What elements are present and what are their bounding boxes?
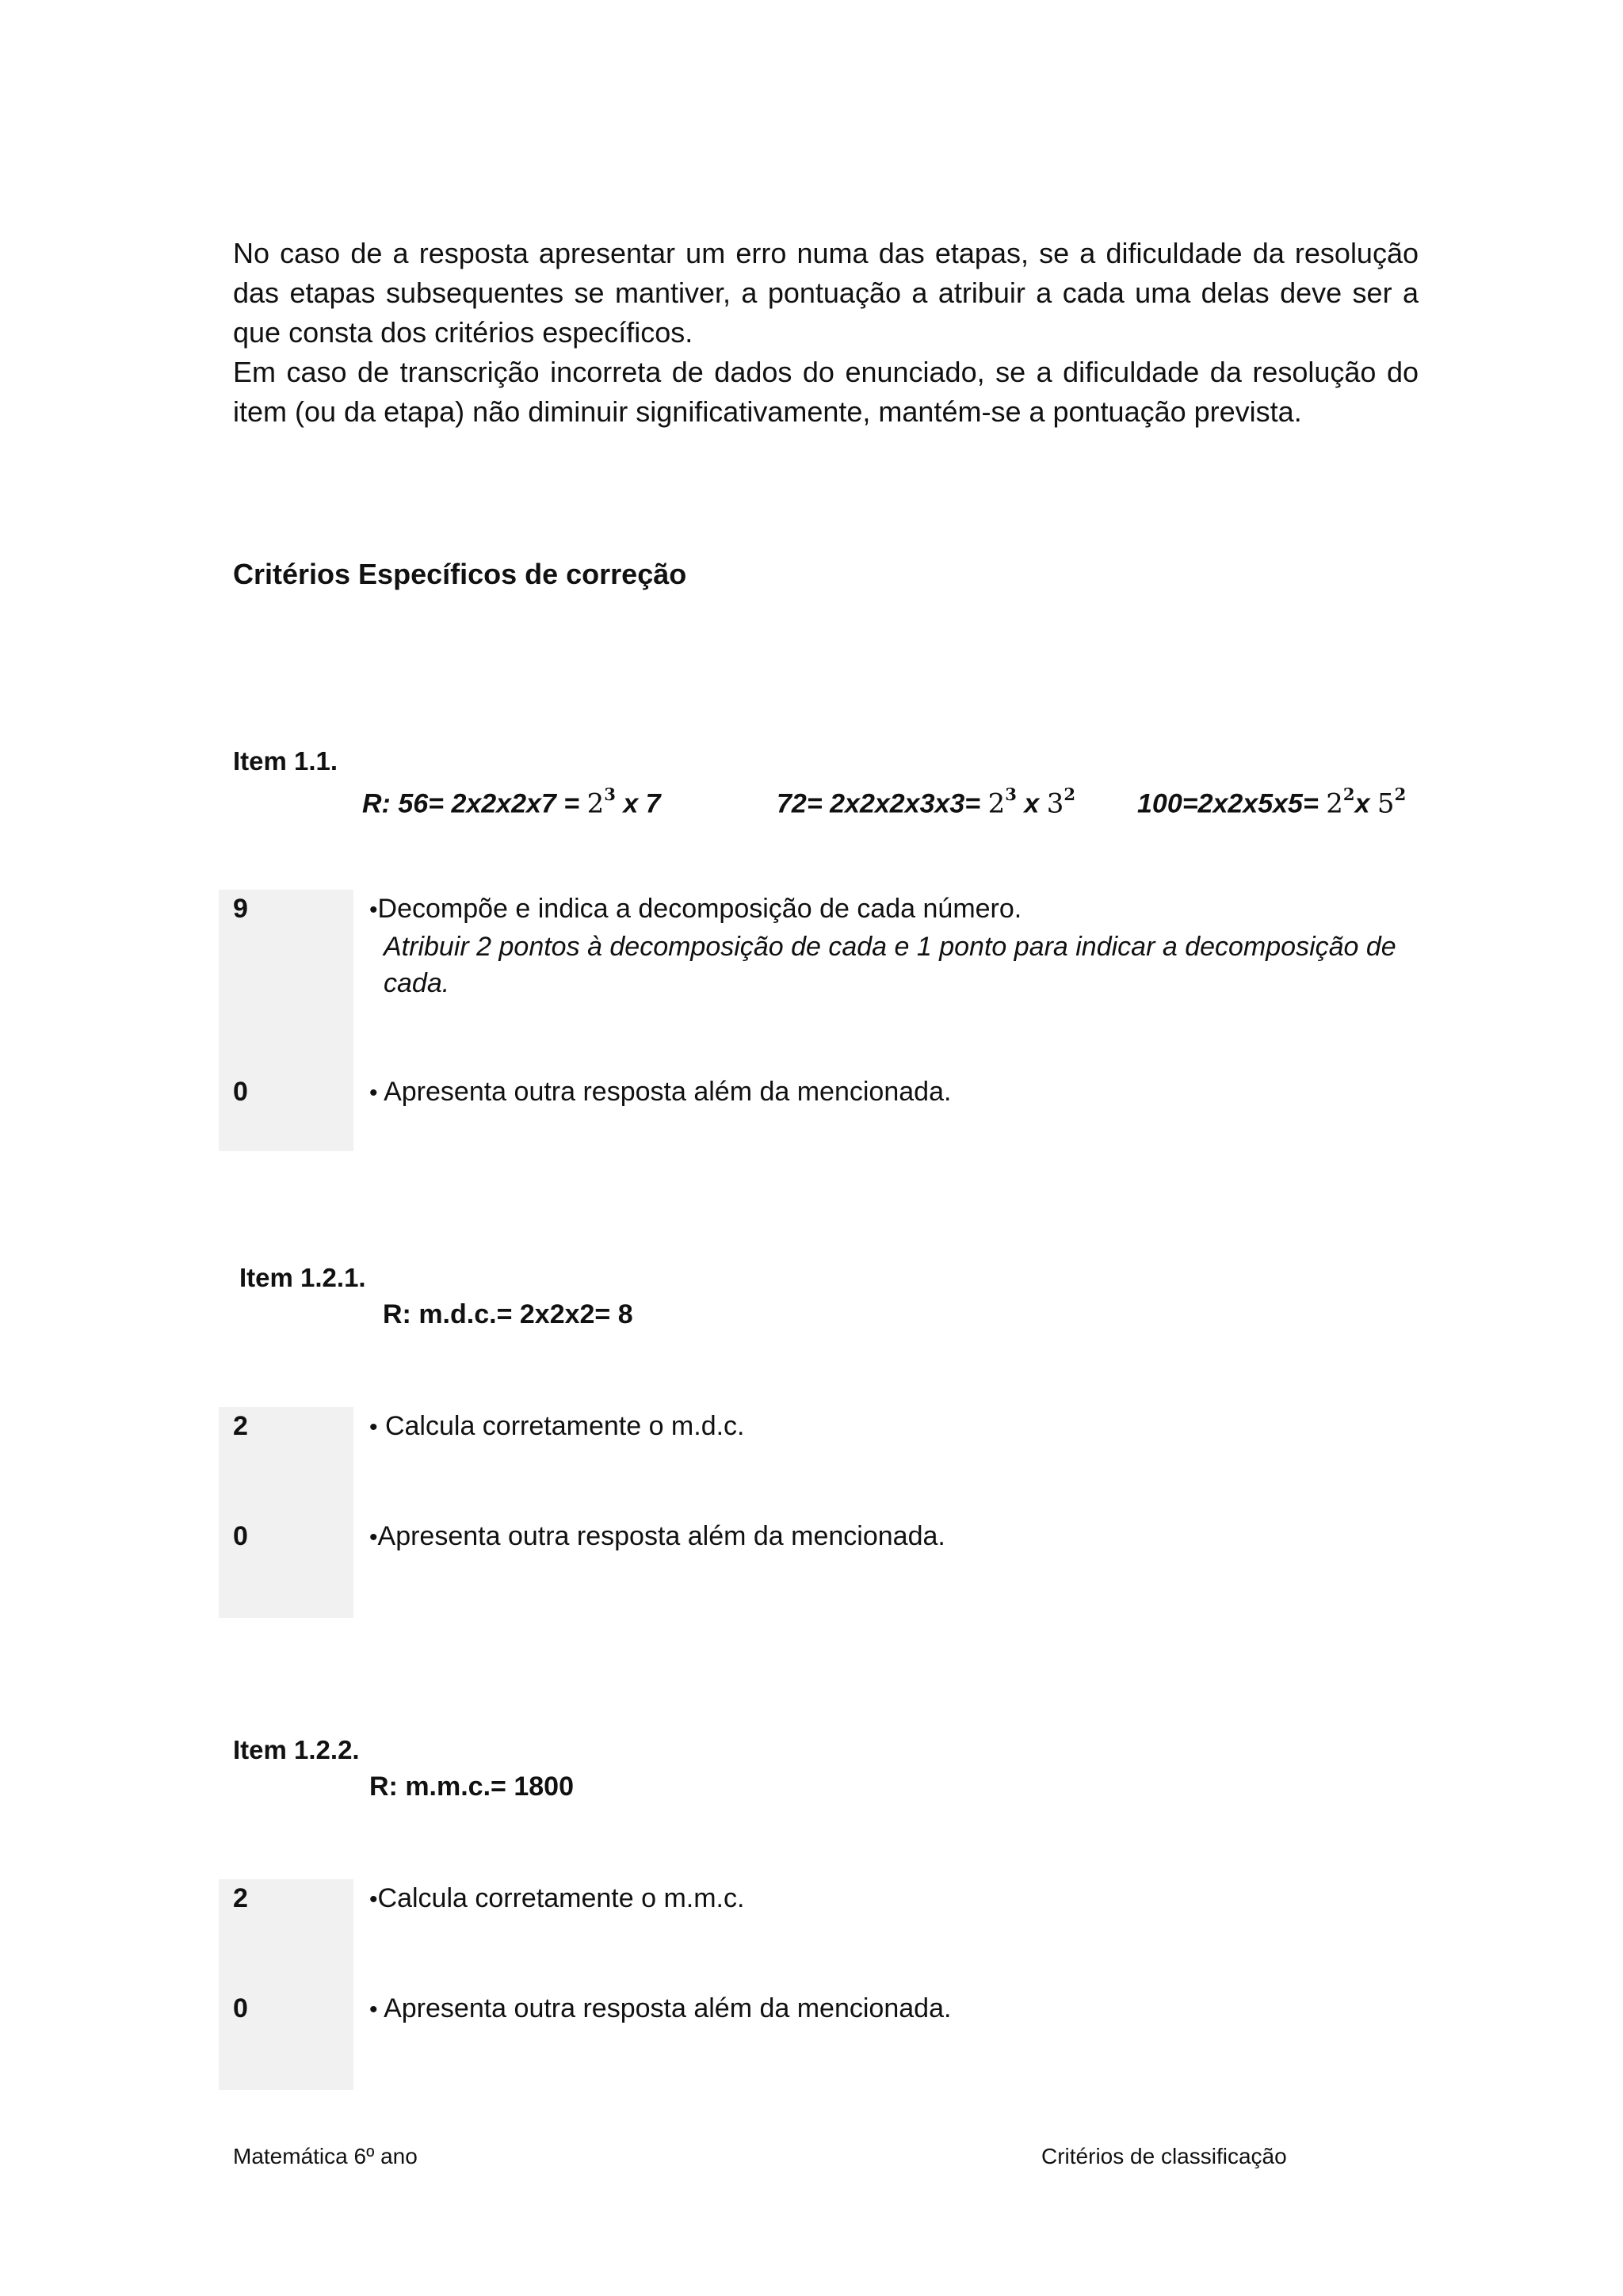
footer-left: Matemática 6º ano (233, 2144, 418, 2168)
score-value: 0 (233, 1077, 248, 1107)
bullet-icon: • (369, 897, 378, 923)
score-value: 2 (233, 1883, 248, 1913)
criterion-text: Apresenta outra resposta além da mencionada. (377, 1521, 945, 1551)
criterion (369, 1408, 1415, 1446)
answer-100 (1137, 779, 1406, 822)
criterion-text: Decompõe e indica a decomposição de cada número. (377, 894, 1022, 924)
criterion (369, 1990, 1415, 2028)
item-title: Item 1.2.1. (239, 1263, 366, 1292)
criterion-note: Atribuir 2 pontos à decomposição de cada e 1 ponto para indicar a decomposição de cada. (384, 932, 1396, 998)
criterion (369, 891, 1415, 1001)
score-value: 2 (233, 1411, 248, 1441)
power-exponent: 3 (1005, 784, 1017, 804)
intro-paragraph-1: No caso de a resposta apresentar um erro numa das etapas, se a dificuldade da resolução das etapas subsequentes se mantiver, a pontuação a atribuir a cada uma delas deve ser a que consta dos critérios específicos. (233, 237, 1419, 349)
answer-text: x (1354, 788, 1377, 819)
criterion-text: Calcula corretamente o m.d.c. (384, 1411, 745, 1441)
criterion-text: Calcula corretamente o m.m.c. (377, 1883, 745, 1913)
power-exponent: 3 (604, 784, 616, 804)
power-base: 5 (1377, 788, 1395, 820)
bullet-icon: • (369, 1997, 378, 2023)
criterion-text: Apresenta outra resposta além da mencionada. (384, 1993, 952, 2023)
score-value: 0 (233, 1993, 248, 2023)
answer-text: R: 56= 2x2x2x7 = (362, 788, 587, 819)
score-column (219, 890, 353, 1151)
answer-mdc: R: m.d.c.= 2x2x2= 8 (383, 1299, 633, 1329)
item-title: Item 1.1. (233, 746, 338, 776)
criterion (369, 1074, 1415, 1112)
answer-text: x (1016, 788, 1047, 819)
answer-text: 100=2x2x5x5= (1137, 788, 1327, 819)
criterion (369, 1880, 1415, 1918)
score-value: 0 (233, 1521, 248, 1551)
footer-right: Critérios de classificação (1041, 2144, 1287, 2168)
intro-text (233, 234, 1419, 432)
intro-paragraph-2: Em caso de transcrição incorreta de dados do enunciado, se a dificuldade da resolução do item (ou da etapa) não diminuir significativamente, mantém-se a pontuação prevista. (233, 356, 1419, 428)
power-exponent: 2 (1064, 784, 1076, 804)
bullet-icon: • (369, 1414, 378, 1440)
answer-text: x 7 (615, 788, 661, 819)
criterion (369, 1518, 1415, 1556)
bullet-icon: • (369, 1524, 378, 1550)
power-base: 2 (586, 788, 605, 820)
bullet-icon: • (369, 1080, 378, 1106)
bullet-icon: • (369, 1886, 378, 1913)
answer-mmc: R: m.m.c.= 1800 (369, 1772, 574, 1802)
score-value: 9 (233, 894, 248, 924)
answer-text: 72= 2x2x2x3x3= (777, 788, 988, 819)
answer-56 (362, 779, 661, 822)
criterion-text: Apresenta outra resposta além da mencionada. (384, 1077, 952, 1107)
answer-72 (777, 779, 1075, 822)
item-title: Item 1.2.2. (233, 1735, 360, 1764)
power-exponent: 2 (1342, 784, 1355, 804)
power-exponent: 2 (1394, 784, 1407, 804)
power-base: 2 (1326, 788, 1343, 820)
power-base: 2 (987, 788, 1006, 820)
section-heading: Critérios Específicos de correção (233, 558, 687, 590)
power-base: 3 (1046, 788, 1064, 820)
